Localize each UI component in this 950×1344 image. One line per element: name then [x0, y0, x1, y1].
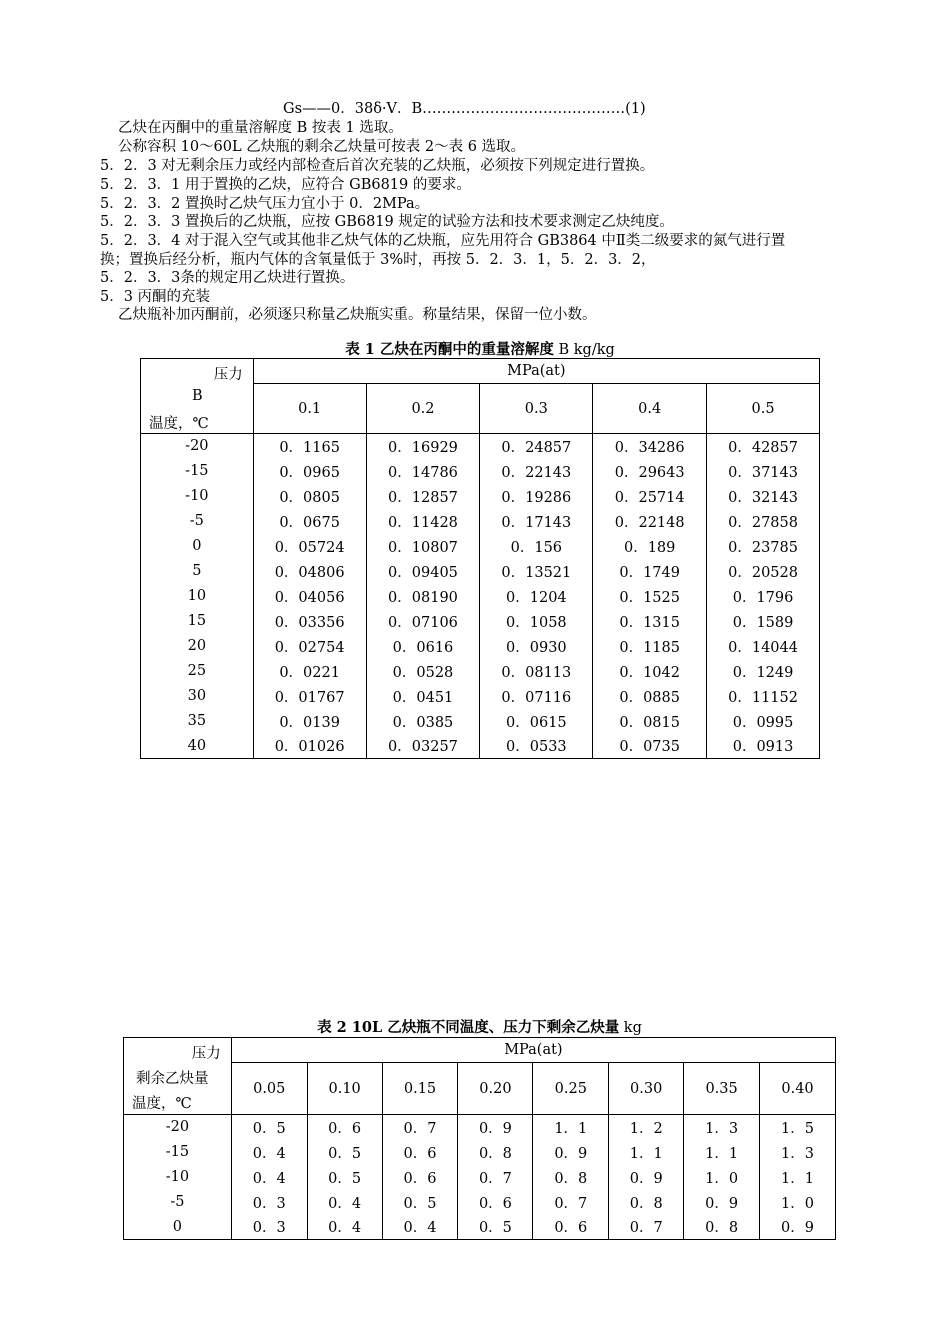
table1-value-cell: 0．0615: [480, 709, 593, 734]
table2-value-cell: 0．3: [231, 1215, 307, 1240]
table2-value-cell: 0．7: [382, 1115, 458, 1140]
table1-value-cell: 0．09405: [366, 559, 480, 584]
table1-value-cell: 0．0885: [593, 684, 707, 709]
table1-caption: [140, 341, 820, 359]
table-row: [141, 634, 820, 659]
table-row: [124, 1115, 836, 1140]
table1-value-cell: 0．1185: [593, 634, 707, 659]
table1-value-cell: 0．34286: [593, 434, 707, 459]
table1-value-cell: 0．0995: [707, 709, 820, 734]
table2-value-cell: 0．7: [458, 1165, 533, 1190]
table-row: [141, 684, 820, 709]
table1-value-cell: 0．24857: [480, 434, 593, 459]
table1-temperature-cell: -20: [141, 434, 254, 459]
table-row: [141, 459, 820, 484]
table1-col-header: 0.3: [480, 384, 593, 434]
table1-value-cell: 0．0528: [366, 659, 480, 684]
table1-value-cell: 0．27858: [707, 509, 820, 534]
table1-value-cell: 0．10807: [366, 534, 480, 559]
table2-value-cell: 0．5: [382, 1190, 458, 1215]
table2-value-cell: 1．2: [609, 1115, 684, 1140]
table1-header-b: B: [192, 388, 203, 404]
table1-value-cell: 0．0805: [253, 484, 366, 509]
table1-value-cell: 0．01767: [253, 684, 366, 709]
table1-value-cell: 0．1058: [480, 609, 593, 634]
table2: [123, 1037, 836, 1240]
table1-value-cell: 0．20528: [707, 559, 820, 584]
table1-value-cell: 0．42857: [707, 434, 820, 459]
table1-value-cell: 0．189: [593, 534, 707, 559]
table1-value-cell: 0．0815: [593, 709, 707, 734]
table1-caption-unit: B kg/kg: [553, 342, 615, 358]
table2-value-cell: 0．8: [684, 1215, 760, 1240]
table1-value-cell: 0．1204: [480, 584, 593, 609]
table1-value-cell: 0．04806: [253, 559, 366, 584]
table2-header-remaining: 剩余乙炔量: [136, 1071, 209, 1087]
table1-col-header: 0.2: [366, 384, 480, 434]
table2-value-cell: 1．1: [760, 1165, 836, 1190]
table1-value-cell: 0．08113: [480, 659, 593, 684]
table1-value-cell: 0．22143: [480, 459, 593, 484]
table-row: [141, 609, 820, 634]
table1-value-cell: 0．13521: [480, 559, 593, 584]
table1-value-cell: 0．0675: [253, 509, 366, 534]
table-row: [141, 559, 820, 584]
table1-value-cell: 0．0930: [480, 634, 593, 659]
paragraph-acetone: 乙炔瓶补加丙酮前，必须逐只称量乙炔瓶实重。称量结果，保留一位小数。: [118, 307, 597, 323]
table2-value-cell: 0．6: [382, 1165, 458, 1190]
table-row: [124, 1165, 836, 1190]
table1-value-cell: 0．1249: [707, 659, 820, 684]
clause-5-2-3-2: 5．2．3．2 置换时乙炔气压力宜小于 0．2MPa。: [100, 196, 430, 212]
table1-temperature-cell: -5: [141, 509, 254, 534]
table2-value-cell: 0．8: [533, 1165, 609, 1190]
table1-temperature-cell: 20: [141, 634, 254, 659]
table1-value-cell: 0．08190: [366, 584, 480, 609]
table2-value-cell: 0．6: [533, 1215, 609, 1240]
table-row: [141, 734, 820, 759]
table2-value-cell: 0．6: [307, 1115, 382, 1140]
table1-value-cell: 0．156: [480, 534, 593, 559]
table1-temperature-cell: -15: [141, 459, 254, 484]
table2-caption: [123, 1019, 836, 1037]
table1-value-cell: 0．03257: [366, 734, 480, 759]
table1-value-cell: 0．25714: [593, 484, 707, 509]
table2-col-header: 0.10: [307, 1063, 382, 1115]
table-row: [141, 584, 820, 609]
table1-value-cell: 0．1796: [707, 584, 820, 609]
table2-value-cell: 0．8: [458, 1140, 533, 1165]
table1-value-cell: 0．11152: [707, 684, 820, 709]
table2-value-cell: 0．7: [533, 1190, 609, 1215]
table2-value-cell: 0．7: [609, 1215, 684, 1240]
table2-caption-title: 表 2 10L 乙炔瓶不同温度、压力下剩余乙炔量: [317, 1019, 620, 1036]
table2-value-cell: 0．6: [382, 1140, 458, 1165]
table2-col-header: 0.25: [533, 1063, 609, 1115]
table1-col-header: 0.1: [253, 384, 366, 434]
table2-temperature-cell: -10: [124, 1165, 232, 1190]
table1-value-cell: 0．0965: [253, 459, 366, 484]
table1-value-cell: 0．14044: [707, 634, 820, 659]
table2-value-cell: 0．4: [231, 1165, 307, 1190]
table2-header-corner: [124, 1038, 232, 1115]
clause-5-2-3-1: 5．2．3．1 用于置换的乙炔，应符合 GB6819 的要求。: [100, 177, 471, 193]
table1-value-cell: 0．1315: [593, 609, 707, 634]
table1-header-pressure: 压力: [213, 367, 243, 383]
table1-value-cell: 0．0735: [593, 734, 707, 759]
table1-value-cell: 0．19286: [480, 484, 593, 509]
table2-value-cell: 0．9: [760, 1215, 836, 1240]
table1-value-cell: 0．16929: [366, 434, 480, 459]
table-row: [124, 1215, 836, 1240]
clause-5-2-3-4-line3: 5．2．3．3条的规定用乙炔进行置换。: [100, 270, 355, 286]
table1-temperature-cell: 25: [141, 659, 254, 684]
table2-value-cell: 0．6: [458, 1190, 533, 1215]
table2-value-cell: 1．0: [760, 1190, 836, 1215]
table1-value-cell: 0．1525: [593, 584, 707, 609]
table1: [140, 358, 820, 759]
table1-temperature-cell: 30: [141, 684, 254, 709]
table1-value-cell: 0．07106: [366, 609, 480, 634]
table2-value-cell: 0．5: [458, 1215, 533, 1240]
table1-value-cell: 0．0139: [253, 709, 366, 734]
table2-value-cell: 0．9: [533, 1140, 609, 1165]
table2-value-cell: 0．5: [231, 1115, 307, 1140]
table2-temperature-cell: 0: [124, 1215, 232, 1240]
table1-value-cell: 0．1749: [593, 559, 707, 584]
table1-temperature-cell: 35: [141, 709, 254, 734]
table1-col-header: 0.5: [707, 384, 820, 434]
paragraph-solubility: 乙炔在丙酮中的重量溶解度 B 按表 1 选取。: [118, 120, 403, 136]
table1-value-cell: 0．07116: [480, 684, 593, 709]
table1-value-cell: 0．12857: [366, 484, 480, 509]
table1-temperature-cell: -10: [141, 484, 254, 509]
table1-value-cell: 0．0913: [707, 734, 820, 759]
table2-value-cell: 0．4: [307, 1190, 382, 1215]
table2-header-temp: 温度，℃: [132, 1096, 192, 1112]
table1-value-cell: 0．0451: [366, 684, 480, 709]
table1-value-cell: 0．0385: [366, 709, 480, 734]
table1-value-cell: 0．02754: [253, 634, 366, 659]
table1-value-cell: 0．17143: [480, 509, 593, 534]
table1-value-cell: 0．0616: [366, 634, 480, 659]
table-row: [141, 534, 820, 559]
table2-header-pressure: 压力: [191, 1046, 221, 1062]
table1-temperature-cell: 15: [141, 609, 254, 634]
table-row: [124, 1140, 836, 1165]
table2-temperature-cell: -5: [124, 1190, 232, 1215]
table1-value-cell: 0．0533: [480, 734, 593, 759]
clause-5-2-3: 5．2．3 对无剩余压力或经内部检查后首次充装的乙炔瓶，必须按下列规定进行置换。: [100, 158, 655, 174]
clause-5-2-3-3: 5．2．3．3 置换后的乙炔瓶，应按 GB6819 规定的试验方法和技术要求测定乙炔纯度。: [100, 214, 674, 230]
table2-col-header: 0.05: [231, 1063, 307, 1115]
table2-value-cell: 1．1: [609, 1140, 684, 1165]
table1-value-cell: 0．32143: [707, 484, 820, 509]
table1-value-cell: 0．04056: [253, 584, 366, 609]
table2-value-cell: 1．1: [684, 1140, 760, 1165]
clause-5-2-3-4-line2: 换；置换后经分析，瓶内气体的含氧量低于 3%时，再按 5．2．3．1，5．2．3．2，: [100, 252, 656, 268]
paragraph-remaining: 公称容积 10～60L 乙炔瓶的剩余乙炔量可按表 2～表 6 选取。: [118, 139, 526, 155]
table1-header-temp: 温度，℃: [149, 416, 209, 432]
table1-value-cell: 0．05724: [253, 534, 366, 559]
table2-col-header: 0.35: [684, 1063, 760, 1115]
table2-value-cell: 0．4: [307, 1215, 382, 1240]
table1-temperature-cell: 10: [141, 584, 254, 609]
table-row: [141, 709, 820, 734]
table1-col-header: 0.4: [593, 384, 707, 434]
table2-temperature-cell: -20: [124, 1115, 232, 1140]
table1-value-cell: 0．29643: [593, 459, 707, 484]
table1-value-cell: 0．01026: [253, 734, 366, 759]
table1-value-cell: 0．11428: [366, 509, 480, 534]
table1-temperature-cell: 40: [141, 734, 254, 759]
table-row: [141, 434, 820, 459]
table1-value-cell: 0．22148: [593, 509, 707, 534]
table2-caption-unit: kg: [619, 1020, 642, 1036]
table2-temperature-cell: -15: [124, 1140, 232, 1165]
table1-temperature-cell: 5: [141, 559, 254, 584]
clause-5-2-3-4-line1: 5．2．3．4 对于混入空气或其他非乙炔气体的乙炔瓶，应先用符合 GB3864 中Ⅱ类二级要求的氮气进行置: [100, 233, 786, 249]
table2-value-cell: 1．3: [684, 1115, 760, 1140]
table2-value-cell: 0．5: [307, 1140, 382, 1165]
table2-value-cell: 0．9: [684, 1190, 760, 1215]
table-row: [141, 509, 820, 534]
table-row: [124, 1190, 836, 1215]
table2-col-header: 0.30: [609, 1063, 684, 1115]
table2-value-cell: 0．9: [458, 1115, 533, 1140]
table2-col-header: 0.20: [458, 1063, 533, 1115]
table1-header-corner: [141, 359, 254, 434]
table-row: [141, 484, 820, 509]
table2-value-cell: 1．5: [760, 1115, 836, 1140]
table1-temperature-cell: 0: [141, 534, 254, 559]
table1-value-cell: 0．1042: [593, 659, 707, 684]
table2-value-cell: 1．3: [760, 1140, 836, 1165]
table1-value-cell: 0．23785: [707, 534, 820, 559]
table1-value-cell: 0．1165: [253, 434, 366, 459]
section-5-3-heading: 5．3 丙酮的充装: [100, 289, 211, 305]
table1-value-cell: 0．14786: [366, 459, 480, 484]
table1-value-cell: 0．03356: [253, 609, 366, 634]
table1-caption-title: 表 1 乙炔在丙酮中的重量溶解度: [345, 341, 554, 358]
table2-value-cell: 0．3: [231, 1190, 307, 1215]
table1-value-cell: 0．1589: [707, 609, 820, 634]
table2-value-cell: 1．0: [684, 1165, 760, 1190]
table2-value-cell: 0．5: [307, 1165, 382, 1190]
table2-value-cell: 1．1: [533, 1115, 609, 1140]
table1-value-cell: 0．37143: [707, 459, 820, 484]
table1-value-cell: 0．0221: [253, 659, 366, 684]
table2-header-unit: MPa(at): [231, 1038, 835, 1063]
table2-value-cell: 0．4: [231, 1140, 307, 1165]
table2-col-header: 0.15: [382, 1063, 458, 1115]
table2-value-cell: 0．8: [609, 1190, 684, 1215]
table2-value-cell: 0．4: [382, 1215, 458, 1240]
table-row: [141, 659, 820, 684]
table1-header-unit: MPa(at): [253, 359, 819, 384]
formula-line: Gs——0．38δ·V．B……………………………………(1): [283, 101, 646, 117]
table2-col-header: 0.40: [760, 1063, 836, 1115]
table2-value-cell: 0．9: [609, 1165, 684, 1190]
